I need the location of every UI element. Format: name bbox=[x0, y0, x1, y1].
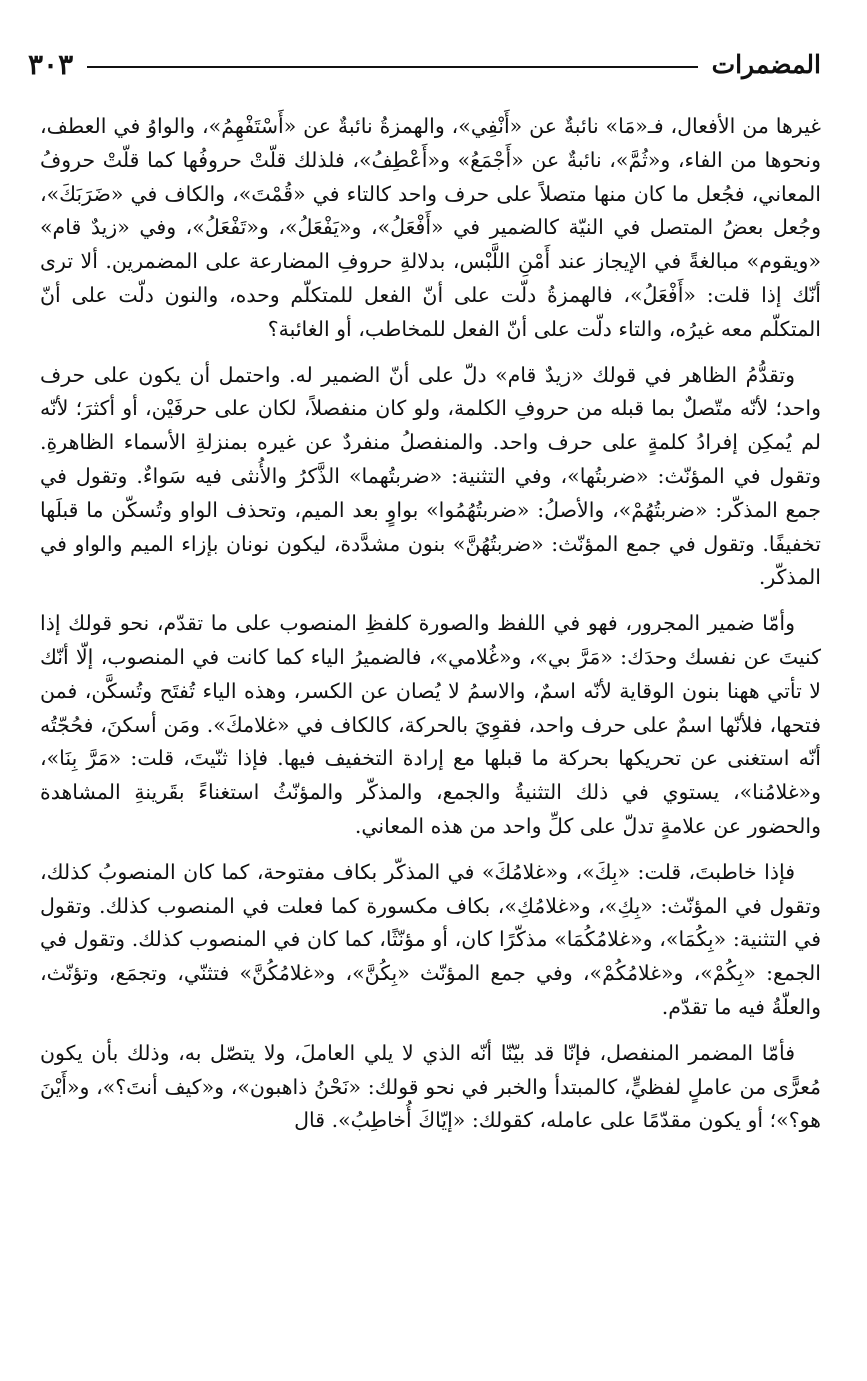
paragraph: فإذا خاطبتَ، قلت: «بِكَ»، و«غلامُكَ» في المذكّر بكاف مفتوحة، كما كان المنصوبُ كذلك، وتقول في المؤنّث: «بِكِ»، و«غلامُكِ»، بكاف مكسورة كما فعلت في المنصوب كذلك. وتقول في التثنية: «بِكُمَا»، و«غلامُكُمَا» مذكّرًا كان، أو مؤنّثًا، كما كان في المنصوب كذلك. وتقول في الجمع: «بِكُمْ»، و«غلامُكُمْ»، وفي جمع المؤنّث «بِكُنَّ»، و«غلامُكُنَّ» فتثنّي، وتجمَع، وتؤنّث، والعلّةُ فيه ما تقدّم. bbox=[40, 859, 821, 1019]
paragraph: وتقدُّمُ الظاهر في قولك «زيدٌ قام» دلّ على أنّ الضمير له. واحتمل أن يكون على حرف واحد؛ لأنّه متّصلٌ بما قبله من حروفِ الكلمة، ولو كان منفصلاً، لكان على حرفَيْن، أو أكثرَ؛ لأنّه لم يُمكِن إفرادُ كلمةٍ على حرف واحد. والمنفصلُ منفردٌ عن غيره بمنزلةِ الأسماء الظاهرةِ. وتقول في المؤنّث: «ضربتُها»، وفي التثنية: «ضربتُهما» الذَّكرُ والأُنثى فيه سَواءٌ. وتقول في جمع المذكّر: «ضربتُهُمْ»، والأصلُ: «ضربتُهُمُوا» بواوٍ بعد الميم، وتحذف الواو وتُسكّن ما قبلَها تخفيفًا. وتقول في جمع المؤنّث: «ضربتُهُنَّ» بنون مشدَّدة، ليكون نونان بإزاء الميم والواو في المذكّر. bbox=[40, 362, 822, 590]
page-number: ٣٠٣ bbox=[28, 47, 74, 81]
paragraph: فأمّا المضمر المنفصل، فإنّا قد بيّنّا أنّه الذي لا يلي العاملَ، ولا يتصّل به، وذلك بأن يكون مُعرًّى من عاملٍ لفظيٍّ، كالمبتدأ والخبر في نحو قولك: «نَحْنُ ذاهبون»، و«كيف أنتَ؟»، و«أَيْنَ هو؟»؛ أو يكون مقدّمًا على عامله، كقولك: «إيّاكَ أُخاطِبُ». قال bbox=[40, 1040, 821, 1133]
body-text bbox=[40, 110, 821, 1138]
running-header bbox=[28, 46, 821, 82]
chapter-title: المضمرات bbox=[711, 49, 821, 79]
paragraph: غيرها من الأفعال، فـ«مَا» نائبةٌ عن «أَنْفِي»، والهمزةُ نائبةٌ عن «أَسْتَفْهِمُ»، والواوُ في العطف، ونحوها من الفاء، و«ثُمَّ»، نائبةٌ عن «أَجْمَعُ» و«أَعْطِفُ»، فلذلك قلّتْ حروفُها كما قلّتْ حروفُ المعاني، فجُعل ما كان منها متصلاً على حرف واحد كالتاء في «قُمْتَ»، والكاف في «ضَرَبَكَ»، وجُعل بعضُ المتصل في النيّة كالضمير في «أَفْعَلُ»، و«يَفْعَلُ»، و«تَفْعَلُ»، وفي «زيدٌ قام» «ويقوم» مبالغةً في الإيجاز عند أَمْنِ اللَّبْس، بدلالةِ حروفِ المضارعة على المضمرين. ألا ترى أنّك إذا قلت: «أَفْعَلُ»، فالهمزةُ دلّت على أنّ الفعل للمتكلّم وحده، والنون دلّت على أنّ المتكلّم معه غيرُه، والتاء دلّت على أنّ الفعل للمخاطب، أو الغائبة؟ bbox=[40, 114, 821, 341]
paragraph: وأمّا ضمير المجرور، فهو في اللفظ والصورة كلفظِ المنصوب على ما تقدّم، نحو قولك إذا كنيتَ عن نفسك وحدَك: «مَرَّ بي»، و«غُلامي»، فالضميرُ الياء كما كانت في المنصوب، إلّا أنّك لا تأتي ههنا بنون الوقاية لأنّه اسمٌ، والاسمُ لا يُصان عن الكسر، وهذه الياء تُفتَح وتُسكَّن، فمن فتحها، فلأنّها اسمٌ على حرف واحد، فقوِيَ بالحركة، كالكاف في «غلامكَ». ومَن أسكنَ، فحُجّتُه أنّه استغنى عن تحريكها بحركة ما قبلها مع إرادة التخفيف فيها. فإذا ثنّيتَ، قلت: «مَرَّ بِنَا»، و«غلامُنا»، يستوي في ذلك التثنيةُ والجمع، والمذكّر والمؤنّثُ استغناءً بقَرينةِ المشاهدة والحضور عن علامةٍ تدلّ على كلِّ واحد من هذه المعاني. bbox=[40, 611, 821, 838]
header-rule bbox=[87, 66, 697, 68]
